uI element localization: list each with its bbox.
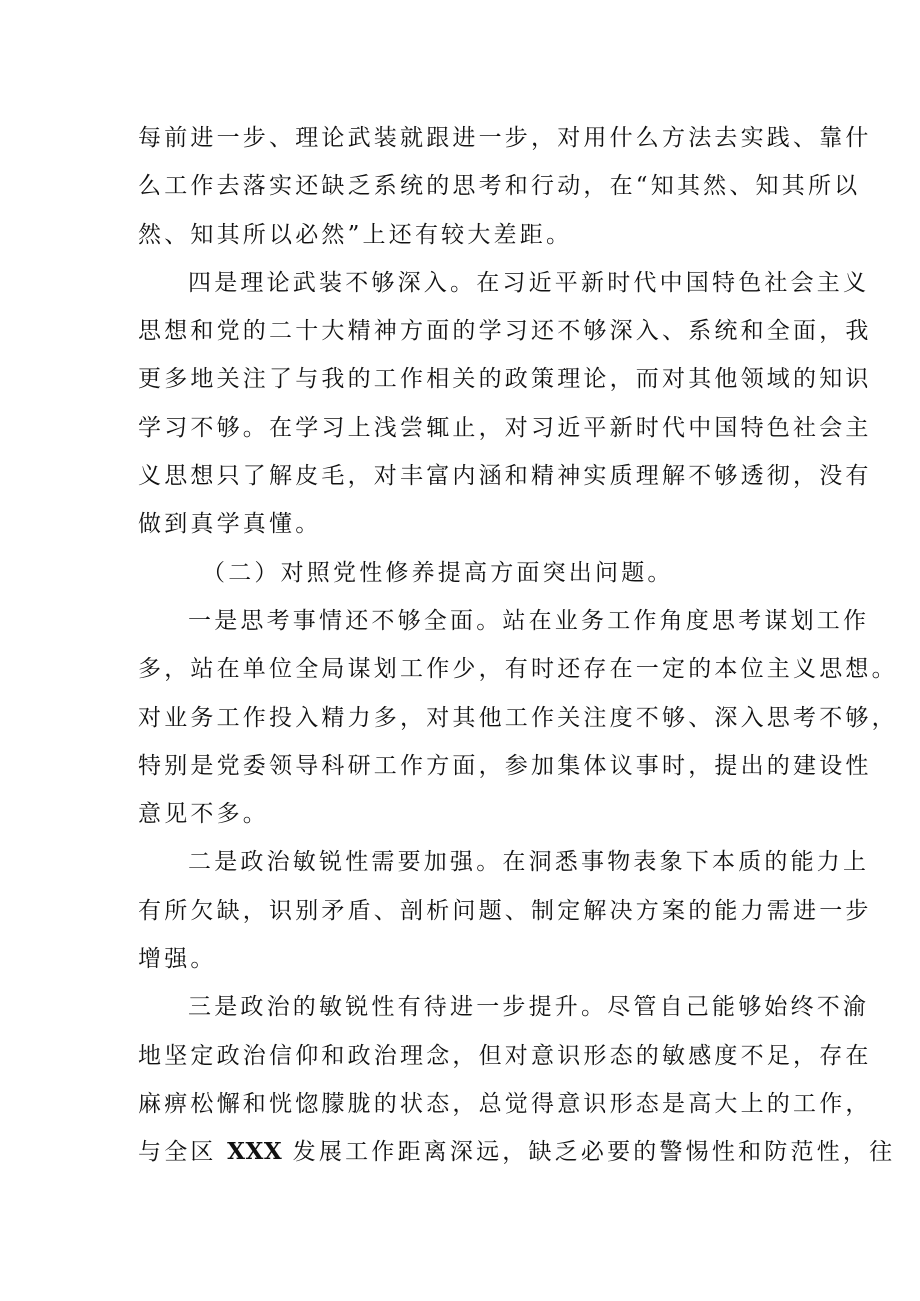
text-line: 做到真学真懂。: [138, 511, 322, 538]
text-line: 地坚定政治信仰和政治理念，但对意识形态的敏感度不足，存在: [138, 1042, 872, 1069]
placeholder-emphasis: XXX: [227, 1138, 283, 1166]
section-heading: （二）对照党性修养提高方面突出问题。: [202, 559, 674, 586]
text-line: 然、知其所以必然”上还有较大差距。: [138, 221, 573, 248]
text-line: 更多地关注了与我的工作相关的政策理论，而对其他领域的知识: [138, 366, 872, 393]
text-line: 么工作去落实还缺乏系统的思考和行动，在“知其然、知其所以: [138, 173, 861, 200]
text-line: 多，站在单位全局谋划工作少，有时还存在一定的本位主义思想。: [138, 656, 898, 683]
text-line: 有所欠缺，识别矛盾、剖析问题、制定解决方案的能力需进一步: [138, 897, 872, 924]
text-line: 麻痹松懈和恍惚朦胧的状态，总觉得意识形态是高大上的工作，: [138, 1090, 872, 1117]
text-line: 增强。: [138, 946, 217, 973]
text-line: 义思想只了解皮毛，对丰富内涵和精神实质理解不够透彻，没有: [138, 463, 872, 490]
text-fragment: 发展工作距离深远，缺乏必要的警惕性和防范性，往: [282, 1139, 896, 1166]
paragraph-start-line: 一是思考事情还不够全面。站在业务工作角度思考谋划工作: [188, 607, 870, 634]
text-line-last: [138, 1128, 896, 1176]
text-line: 对业务工作投入精力多，对其他工作关注度不够、深入思考不够，: [138, 704, 898, 731]
text-fragment: 与全区: [138, 1139, 228, 1166]
text-line: 意见不多。: [138, 801, 269, 828]
paragraph-start-line: 二是政治敏锐性需要加强。在洞悉事物表象下本质的能力上: [188, 849, 870, 876]
paragraph-start-line: 三是政治的敏锐性有待进一步提升。尽管自己能够始终不渝: [188, 994, 870, 1021]
text-line: 思想和党的二十大精神方面的学习还不够深入、系统和全面，我: [138, 318, 872, 345]
text-line: 学习不够。在学习上浅尝辄止，对习近平新时代中国特色社会主: [138, 414, 872, 441]
document-body: [138, 114, 898, 1177]
paragraph-start-line: 四是理论武装不够深入。在习近平新时代中国特色社会主义: [188, 269, 870, 296]
text-line: 每前进一步、理论武装就跟进一步，对用什么方法去实践、靠什: [138, 125, 872, 151]
text-line: 特别是党委领导科研工作方面，参加集体议事时，提出的建设性: [138, 752, 872, 779]
